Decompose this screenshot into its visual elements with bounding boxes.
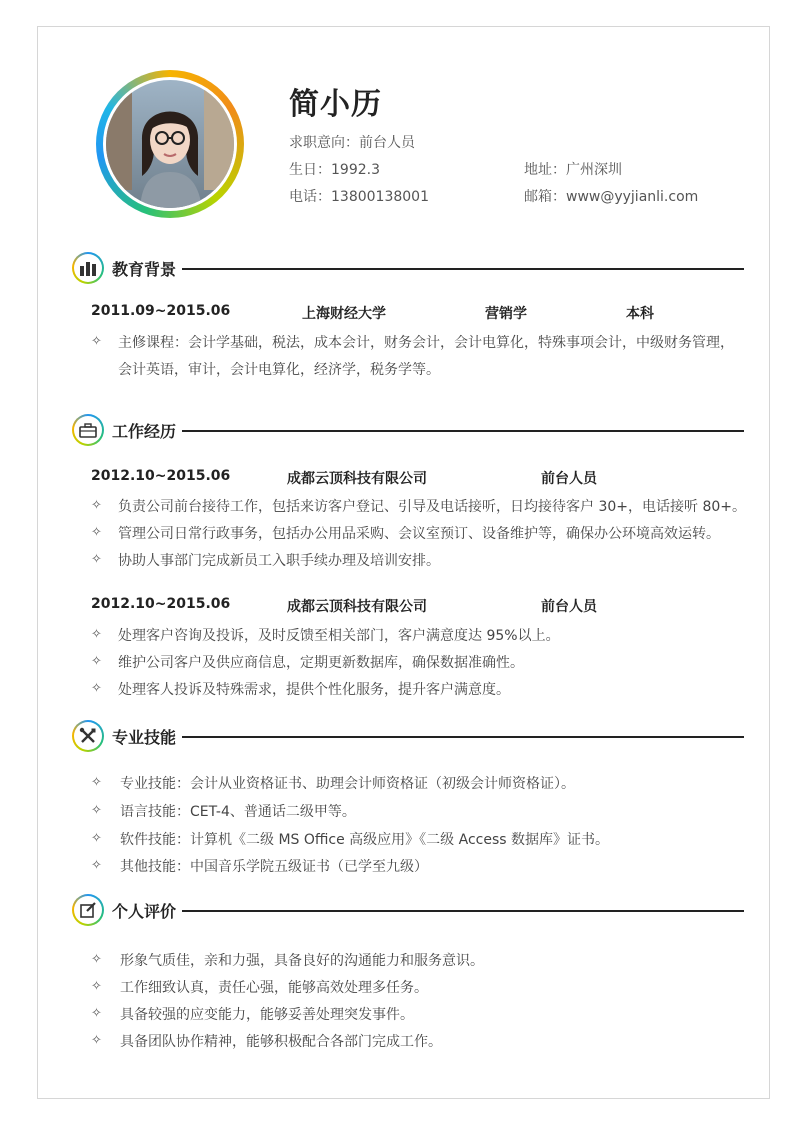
section-title: 工作经历 (112, 422, 177, 441)
bullet-icon: ✧ (91, 525, 102, 540)
bullet-icon: ✧ (91, 952, 102, 967)
bullet-icon: ✧ (91, 1006, 102, 1021)
address: 地址：广州深圳 (524, 162, 622, 178)
job-item: 维护公司客户及供应商信息，定期更新数据库，确保数据准确性。 (118, 655, 524, 671)
job-position: 前台人员 (541, 471, 597, 487)
job-period: 2012.10~2015.06 (91, 468, 231, 484)
evaluation-section-header (72, 894, 744, 926)
tools-icon (74, 722, 102, 750)
email: 邮箱：www@yyjianli.com (524, 189, 699, 205)
building-icon (74, 254, 102, 282)
section-divider (182, 430, 744, 432)
edit-icon (74, 896, 102, 924)
section-divider (182, 268, 744, 270)
education-major: 营销学 (485, 306, 527, 322)
job-item: 处理客户咨询及投诉，及时反馈至相关部门，客户满意度达 95%以上。 (118, 628, 560, 644)
bullet-icon: ✧ (91, 654, 102, 669)
evaluation-item: 具备团队协作精神，能够积极配合各部门完成工作。 (120, 1034, 442, 1050)
education-period: 2011.09~2015.06 (91, 303, 231, 319)
skills-section-header (72, 720, 744, 752)
job-item: 管理公司日常行政事务，包括办公用品采购、会议室预订、设备维护等，确保办公环境高效运转。 (118, 526, 720, 542)
bullet-icon: ✧ (91, 552, 102, 567)
skill-item: 专业技能：会计从业资格证书、助理会计师资格证（初级会计师资格证）。 (120, 776, 575, 792)
briefcase-icon (74, 416, 102, 444)
education-school: 上海财经大学 (302, 306, 386, 322)
job-position: 前台人员 (541, 599, 597, 615)
job-intention: 求职意向：前台人员 (289, 135, 415, 151)
job-company: 成都云顶科技有限公司 (287, 599, 427, 615)
section-divider (182, 736, 744, 738)
bullet-icon: ✧ (91, 498, 102, 513)
birthday: 生日：1992.3 (289, 162, 380, 178)
avatar-ring (96, 70, 244, 218)
education-section-header (72, 252, 744, 284)
candidate-name: 简小历 (289, 87, 382, 122)
education-degree: 本科 (626, 306, 654, 322)
evaluation-item: 工作细致认真，责任心强，能够高效处理多任务。 (120, 980, 428, 996)
phone: 电话：13800138001 (289, 189, 429, 205)
education-courses-line: 会计英语，审计，会计电算化，经济学，税务学等。 (118, 362, 440, 378)
bullet-icon: ✧ (91, 775, 102, 790)
evaluation-item: 形象气质佳，亲和力强，具备良好的沟通能力和服务意识。 (120, 953, 484, 969)
education-courses-line: 主修课程：会计学基础，税法，成本会计，财务会计，会计电算化，特殊事项会计，中级财务管理， (118, 335, 734, 351)
job-item: 处理客人投诉及特殊需求，提供个性化服务，提升客户满意度。 (118, 682, 510, 698)
job-period: 2012.10~2015.06 (91, 596, 231, 612)
section-divider (182, 910, 744, 912)
avatar (106, 80, 234, 208)
section-title: 教育背景 (112, 260, 177, 279)
bullet-icon: ✧ (91, 831, 102, 846)
skill-item: 软件技能：计算机《二级 MS Office 高级应用》《二级 Access 数据库》证书。 (120, 832, 610, 848)
bullet-icon: ✧ (91, 858, 102, 873)
skill-item: 语言技能：CET-4、普通话二级甲等。 (120, 804, 356, 820)
bullet-icon: ✧ (91, 979, 102, 994)
bullet-icon: ✧ (91, 334, 102, 349)
job-item: 负责公司前台接待工作，包括来访客户登记、引导及电话接听，日均接待客户 30+，电话接听 80+。 (118, 499, 746, 515)
bullet-icon: ✧ (91, 803, 102, 818)
bullet-icon: ✧ (91, 627, 102, 642)
bullet-icon: ✧ (91, 681, 102, 696)
work-section-header (72, 414, 744, 446)
job-item: 协助人事部门完成新员工入职手续办理及培训安排。 (118, 553, 440, 569)
job-company: 成都云顶科技有限公司 (287, 471, 427, 487)
skill-item: 其他技能：中国音乐学院五级证书（已学至九级） (120, 859, 428, 875)
bullet-icon: ✧ (91, 1033, 102, 1048)
section-title: 个人评价 (112, 902, 177, 921)
section-title: 专业技能 (112, 728, 177, 747)
evaluation-item: 具备较强的应变能力，能够妥善处理突发事件。 (120, 1007, 414, 1023)
